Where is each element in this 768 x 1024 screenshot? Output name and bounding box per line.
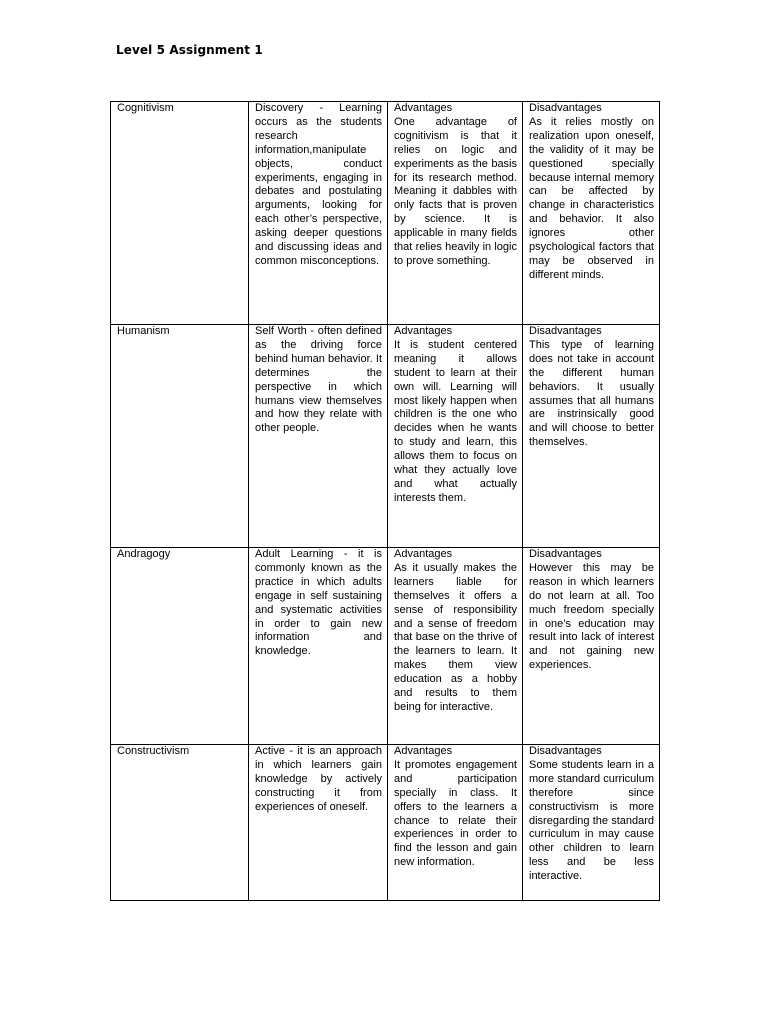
table-row-constructivism	[111, 745, 660, 901]
advantages-text: It promotes engagement and participation specially in class. It offers to the learners a chance to relate their experiences in order to find the lesson and gain new information.	[394, 758, 517, 869]
advantages-heading: Advantages	[394, 325, 453, 337]
topic-cell: Constructivism	[111, 745, 249, 901]
description-cell: Discovery - Learning occurs as the students research information,manipulate objects, conduct experiments, engaging in debates and postulating arguments, looking for each other’s perspective, asking deeper questions and discussing ideas and common misconceptions.	[249, 102, 388, 325]
advantages-text: It is student centered meaning it allows student to learn at their own will. Learning will most likely happen when children is the one who decides when he wants to study and learn, this allows them to focus on what they actually love and what actually interests them.	[394, 338, 517, 504]
advantages-heading: Advantages	[394, 745, 453, 757]
advantages-heading: Advantages	[394, 548, 453, 560]
disadvantages-cell	[523, 325, 660, 548]
advantages-cell	[388, 745, 523, 901]
disadvantages-text: Some students learn in a more standard curriculum therefore since constructivism is more disregarding the standard curriculum in may cause other children to learn less and be less interactive.	[529, 758, 654, 883]
description-cell: Adult Learning - it is commonly known as the practice in which adults engage in self sustaining and systematic activities in order to gain new information and knowledge.	[249, 548, 388, 745]
topic-cell: Humanism	[111, 325, 249, 548]
disadvantages-cell	[523, 548, 660, 745]
disadvantages-heading: Disadvantages	[529, 745, 602, 757]
disadvantages-text: This type of learning does not take in account the different human behaviors. It usually assumes that all humans are instrinsically good and will choose to better themselves.	[529, 338, 654, 449]
learning-theories-table	[110, 101, 660, 901]
disadvantages-heading: Disadvantages	[529, 325, 602, 337]
disadvantages-cell	[523, 102, 660, 325]
table-row-cognitivism	[111, 102, 660, 325]
advantages-cell	[388, 325, 523, 548]
advantages-cell	[388, 102, 523, 325]
document-title: Level 5 Assignment 1	[116, 43, 263, 57]
disadvantages-text: However this may be reason in which learners do not learn at all. Too much freedom specially in one’s education may result into lack of interest and not gaining new experiences.	[529, 561, 654, 672]
table-row-humanism	[111, 325, 660, 548]
advantages-text: One advantage of cognitivism is that it relies on logic and experiments as the basis for its research method. Meaning it dabbles with only facts that is proven by science. It is applicable in many fields that relies heavily in logic to prove something.	[394, 115, 517, 267]
disadvantages-heading: Disadvantages	[529, 102, 602, 114]
advantages-heading: Advantages	[394, 102, 453, 114]
disadvantages-text: As it relies mostly on realization upon oneself, the validity of it may be questioned specially because internal memory can be affected by change in characteristics and behavior. It also ignores other psychological factors that may be observed in different minds.	[529, 115, 654, 281]
table-row-andragogy	[111, 548, 660, 745]
advantages-cell	[388, 548, 523, 745]
topic-cell: Cognitivism	[111, 102, 249, 325]
description-cell: Active - it is an approach in which learners gain knowledge by actively constructing it from experiences of oneself.	[249, 745, 388, 901]
description-cell: Self Worth - often defined as the driving force behind human behavior. It determines the perspective in which humans view themselves and how they relate with other people.	[249, 325, 388, 548]
disadvantages-cell	[523, 745, 660, 901]
topic-cell: Andragogy	[111, 548, 249, 745]
advantages-text: As it usually makes the learners liable for themselves it offers a sense of responsibility and a sense of freedom that base on the thrive of the learners to learn. It makes them view education as a hobby and results to them being for interactive.	[394, 561, 517, 713]
disadvantages-heading: Disadvantages	[529, 548, 602, 560]
